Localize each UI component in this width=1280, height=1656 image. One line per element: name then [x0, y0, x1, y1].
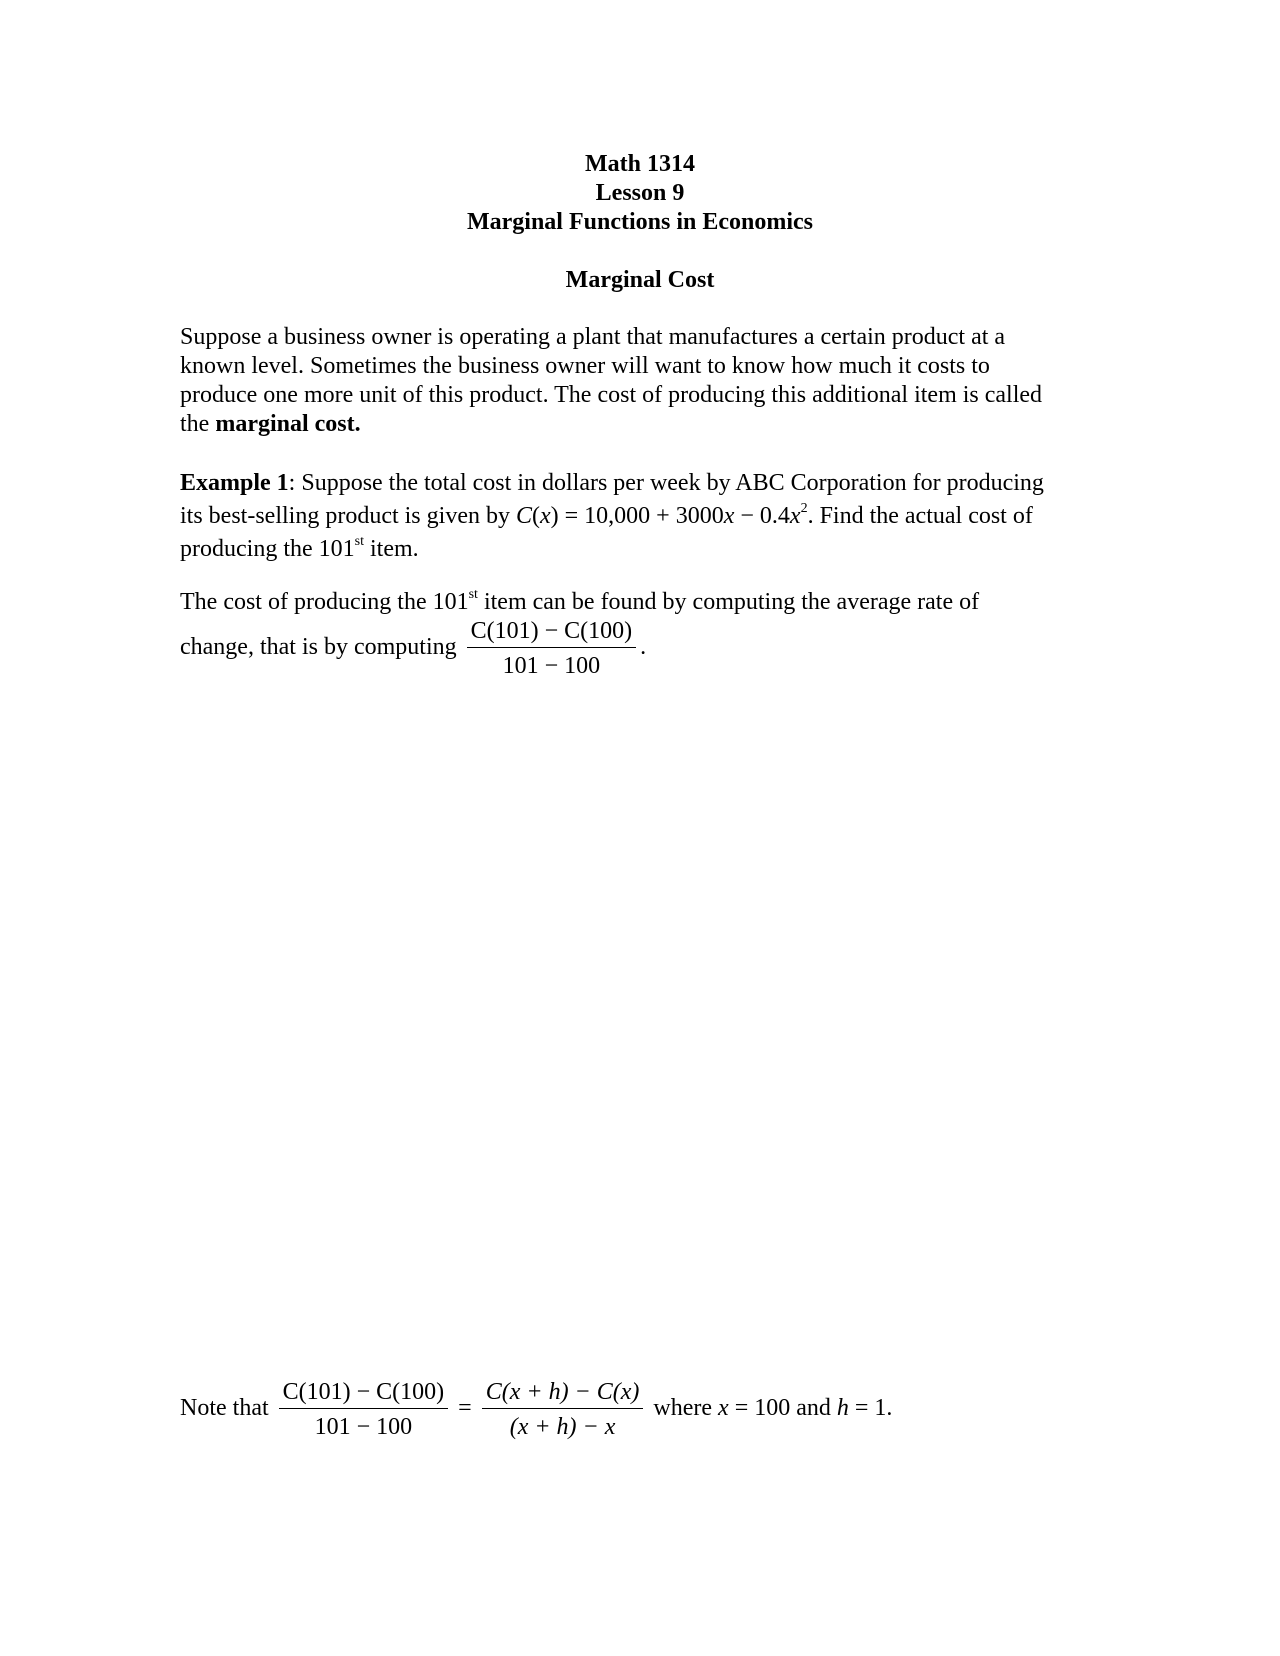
note-fraction-general [482, 1378, 644, 1441]
example-1-paragraph [180, 467, 1100, 566]
difference-quotient-fraction [467, 617, 637, 680]
fraction-denominator: 101 − 100 [314, 1414, 413, 1440]
marginal-cost-term: marginal cost. [215, 411, 361, 437]
document-header [0, 150, 1280, 237]
intro-line [180, 410, 1100, 439]
fraction-numerator: C(101) − C(100) [279, 1378, 449, 1409]
avg-rate-line: The cost of producing the 101st item can be found by computing the average rate of [180, 587, 980, 615]
course-title: Math 1314 [585, 151, 695, 177]
example-text: . Find the actual cost of [807, 503, 1033, 529]
example-line: producing the 101st item. [180, 534, 419, 562]
lesson-number: Lesson 9 [595, 180, 685, 206]
equals-sign: = [452, 1395, 478, 1422]
lesson-title: Marginal Functions in Economics [466, 209, 814, 235]
intro-line: produce one more unit of this product. The cost of producing this additional item is called [180, 382, 1043, 408]
avg-rate-line: change, that is by computing $\frac{C(101) - C(100)}{101 - 100}$ . [180, 618, 647, 679]
note-line: Note that $\frac{C(101) - C(100)}{101 - 100}$ = $\frac{C(x + h) - C(x)}{(x + h) - x}$ where x = 100 and h = 1. [180, 1379, 893, 1440]
cost-function-formula: $C(x) = 10,000 + 3000x - 0.4x^2$ [515, 501, 808, 529]
note-fraction-numeric [279, 1378, 449, 1441]
example-line [180, 500, 1100, 533]
intro-line: Suppose a business owner is operating a plant that manufactures a certain product at a [180, 324, 1006, 350]
fraction-denominator: (x + h) − x [509, 1414, 616, 1440]
intro-paragraph [180, 323, 1100, 439]
example-text: : Suppose the total cost in dollars per week by ABC Corporation for producing [288, 470, 1044, 496]
fraction-numerator: C(101) − C(100) [467, 617, 637, 648]
average-rate-paragraph [180, 588, 1100, 680]
example-line [180, 467, 1100, 500]
intro-line: known level. Sometimes the business owner will want to know how much it costs to [180, 353, 990, 379]
example-text: its best-selling product is given by [180, 503, 516, 529]
note-paragraph [180, 1378, 1100, 1441]
fraction-denominator: 101 − 100 [502, 653, 601, 679]
fraction-numerator: C(x + h) − C(x) [482, 1378, 644, 1409]
example-label: Example 1 [180, 470, 289, 496]
intro-line-prefix: the [180, 411, 216, 437]
section-title: Marginal Cost [565, 267, 715, 293]
